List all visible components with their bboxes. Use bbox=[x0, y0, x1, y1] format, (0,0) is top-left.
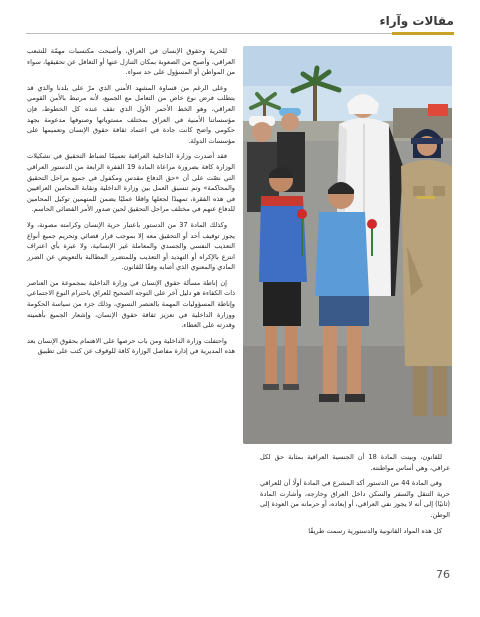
header-accent-bar bbox=[392, 32, 454, 35]
article-column-left bbox=[27, 46, 235, 362]
paragraph: للحرية وحقوق الإنسان في العراق، وأصبحت مكتسبات مهمّة للشعب العراقي، وأصبح من الصعوبة بمكان التنازل عنها أو التغافل عن تحقيقها، سواء من المواطن أو المسؤول على حد سواء. bbox=[27, 47, 235, 77]
paragraph: واحتفلت وزارة الداخلية ومن باب حرصها على الاهتمام بحقوق الإنسان بعد هذه المديرية في إدارة مفاصل الوزارة كافة للوقوف عن كثب على تطبيق bbox=[27, 336, 235, 356]
paragraph: وعلى الرغم من قساوة المشهد الأمني الذي مرّ على بلدنا والذي قد يتطلب فرض نوع خاص من التعامل مع الجميع، لأنه مرتبط بالأمن القومي العراقي، وهو الخط الأحمر الأول الذي تقف عنده كل الخطوط، فإن مؤسساتنا الأمنية في العراق بمختلف مستوياتها وصنوفها مدعومة بجهد حكومي واضح كانت جادة في اعتماد ثقافة حقوق الإنسان وتعميمها على مؤسسات الدولة. bbox=[27, 83, 235, 145]
section-title: مقالات وآراء bbox=[379, 14, 454, 28]
page-number: 76 bbox=[436, 568, 450, 581]
paragraph: للقانون، وبينت المادة 18 أن الجنسية العراقية بمثابة حق لكل عراقي، وهي أساس مواطنته. bbox=[260, 453, 450, 472]
paragraph: فقد أصدرت وزارة الداخلية العراقية تعميمًا لضباط التحقيق في تشكيلات الوزارة كافة بضرورة مراعاة المادة 19 الفقرة الرابعة من الدستور العراقي التي نصّت على أن «حق الدفاع مقدس ومكفول في جميع مراحل التحقيق والمحاكمة» وتم تنسيق العمل بين وزارة الداخلية ونقابة المحامين العراقيين في هذه الفقرة، تمهيدًا لجعلها واقعًا عمليًا يضمن للمتهمين توكيل المحامين للدفاع عنهم في مختلف مراحل التحقيق لحين صدور الأمر القضائي الحاسم. bbox=[27, 152, 235, 214]
article-column-right bbox=[260, 452, 450, 541]
header-divider bbox=[26, 33, 454, 34]
paragraph: إن إناطة مسألة حقوق الإنسان في وزارة الداخلية بمجموعة من العناصر ذات الكفاءة هو دليل آخر على التوجه الصحيح للعراق باحترام النوع الاجتماعي وإناطة المسؤوليات المهمة بالعنصر النسوي، وذلك جزء من سياسة الحكومة ووزارة الداخلية في تعزيز ثقافة حقوق الإنسان، وإشعار الجميع بأهميته وقدرته على العطاء. bbox=[27, 278, 235, 330]
page-header bbox=[26, 12, 454, 38]
paragraph: وفي المادة 44 من الدستور أكد المشرع في المادة أولًا أن للعراقي حرية التنقل والسفر والسكن داخل العراق وخارجه، وأشارت المادة (ثانيًا) إلى أنه لا يجوز نفي العراقي، أو إبعاده، أو حرمانه من العودة إلى الوطن. bbox=[260, 479, 450, 519]
event-photo bbox=[243, 46, 452, 444]
paragraph: وكذلك المادة 37 من الدستور باعتبار حرية الإنسان وكرامته مصونة، ولا يجوز توقيف أحد أو التحقيق معه إلا بموجب قرار قضائي وتحريم جميع أنواع التعذيب النفسي والجسدي والمعاملة غير الإنسانية، ولا عبرة بأي اعتراف انتزع بالإكراه أو التهديد أو التعذيب وللمتضرر المطالبة بالتعويض عن الضرر المادي والمعنوي الذي أصابه وفقًا للقانون. bbox=[27, 220, 235, 272]
paragraph: كل هذه المواد القانونية والدستورية رسمت طريقًا bbox=[308, 526, 442, 535]
